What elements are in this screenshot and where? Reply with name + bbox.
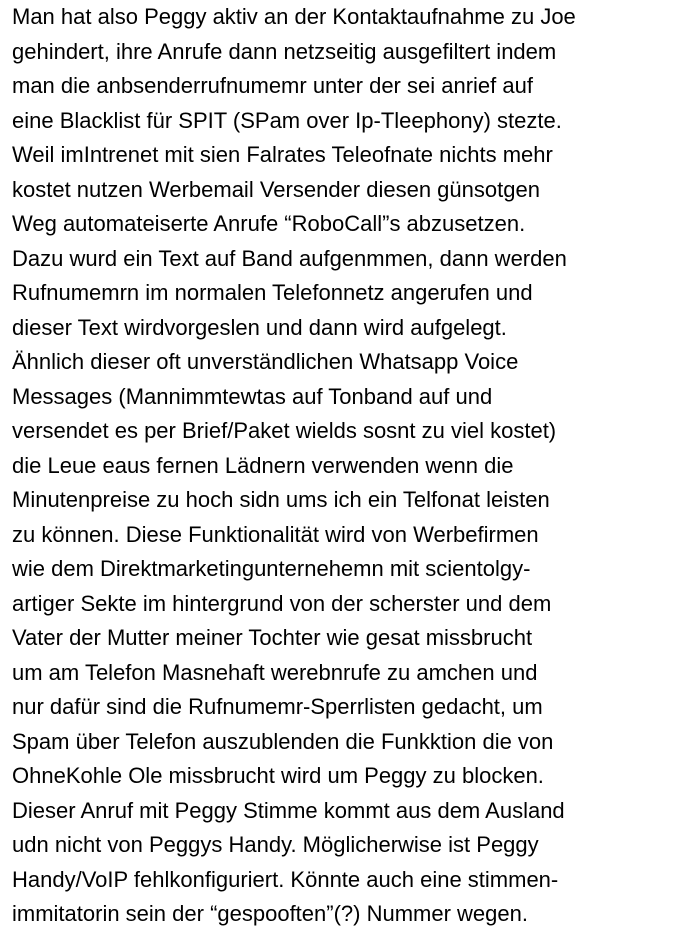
- text-line: Weil imIntrenet mit sien Falrates Teleofnate nichts mehr: [12, 142, 553, 167]
- text-line: OhneKohle Ole missbrucht wird um Peggy zu blocken.: [12, 763, 544, 788]
- text-line: versendet es per Brief/Paket wields sosnt zu viel kostet): [12, 418, 557, 443]
- text-line: Dieser Anruf mit Peggy Stimme kommt aus dem Ausland: [12, 797, 565, 823]
- text-line: udn nicht von Peggys Handy. Möglicherwise ist Peggy: [12, 832, 539, 857]
- text-line: zu können. Diese Funktionalität wird von Werbefirmen: [12, 521, 539, 547]
- text-line: die Leue eaus fernen Lädnern verwenden wenn die: [12, 452, 514, 478]
- text-line: wie dem Direktmarketingunternehemn mit scientolgy-: [12, 556, 531, 581]
- text-line: Dazu wurd ein Text auf Band aufgenmmen, dann werden: [12, 245, 567, 271]
- text-line: Spam über Telefon auszublenden die Funkktion die von: [12, 728, 554, 754]
- text-line: Minutenpreise zu hoch sidn ums ich ein Telfonat leisten: [12, 487, 550, 512]
- text-line: man die anbsenderrufnumemr unter der sei anrief auf: [12, 73, 533, 98]
- text-line: kostet nutzen Werbemail Versender diesen günsotgen: [12, 176, 540, 202]
- text-line: artiger Sekte im hintergrund von der scherster und dem: [12, 590, 552, 616]
- text-line: Man hat also Peggy aktiv an der Kontaktaufnahme zu Joe: [12, 4, 576, 29]
- text-line: um am Telefon Masnehaft werebnrufe zu amchen und: [12, 659, 538, 685]
- text-line: dieser Text wirdvorgeslen und dann wird aufgelegt.: [12, 314, 507, 340]
- text-line: gehindert, ihre Anrufe dann netzseitig ausgefiltert indem: [12, 38, 557, 64]
- document-page: [12, 0, 680, 940]
- text-line: eine Blacklist für SPIT (SPam over Ip-Tleephony) stezte.: [12, 107, 562, 133]
- text-line: Rufnumemrn im normalen Telefonnetz angerufen und: [12, 280, 533, 305]
- text-line: Messages (Mannimmtewtas auf Tonband auf und: [12, 383, 493, 409]
- text-line: Ähnlich dieser oft unverständlichen Whatsapp Voice: [12, 349, 519, 374]
- text-line: immitatorin sein der “gespooften”(?) Nummer wegen.: [12, 901, 528, 926]
- text-line: Weg automateiserte Anrufe “RoboCall”s abzusetzen.: [12, 211, 526, 236]
- text-line: nur dafür sind die Rufnumemr-Sperrlisten gedacht, um: [12, 694, 543, 719]
- text-line: Handy/VoIP fehlkonfiguriert. Könnte auch eine stimmen-: [12, 866, 559, 892]
- text-line: Vater der Mutter meiner Tochter wie gesat missbrucht: [12, 625, 533, 650]
